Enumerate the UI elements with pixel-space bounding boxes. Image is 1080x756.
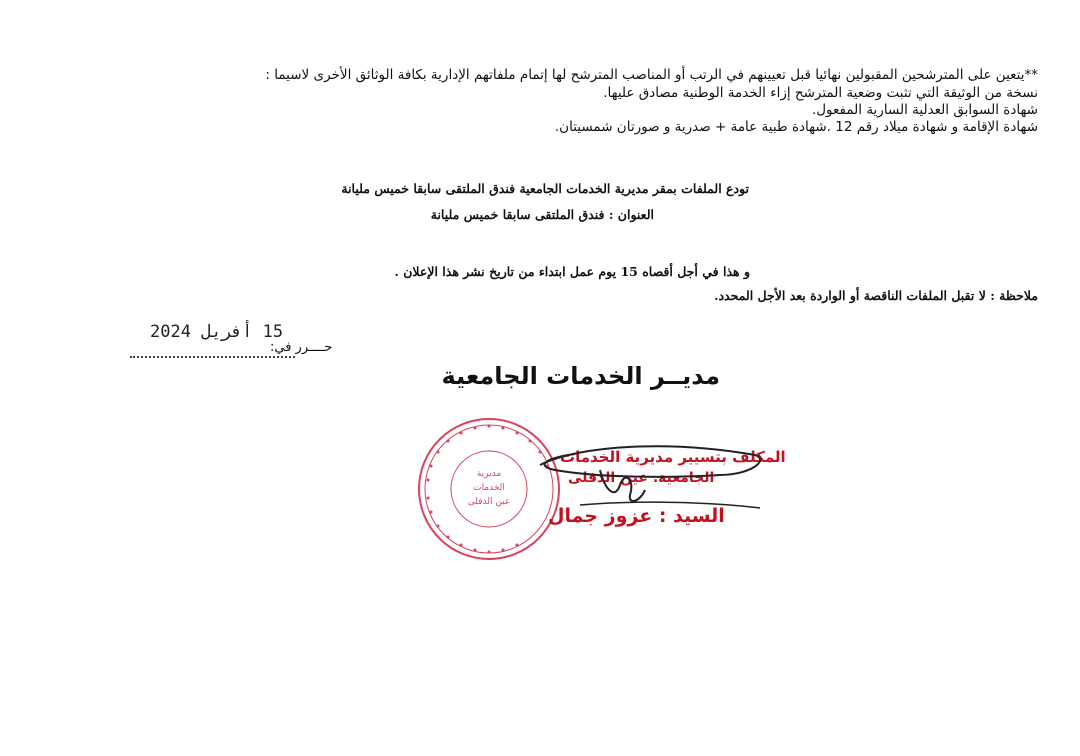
note-text: ملاحظة : لا تقبل الملفات الناقصة أو الواردة بعد الأجل المحدد. — [714, 288, 1038, 303]
deadline-text: و هذا في أجل أقصاه 15 يوم عمل ابتداء من تاريخ نشر هذا الإعلان . — [394, 264, 750, 279]
svg-text:عين الدفلى: عين الدفلى — [467, 497, 511, 507]
handwritten-signature-icon — [520, 430, 770, 540]
signature-title-line2: الجامعية. عين الدفلى — [568, 470, 715, 486]
requirement-item: شهادة الإقامة و شهادة ميلاد رقم 12 .شهادة طبية عامة + صدرية و صورتان شمسيتان. — [554, 119, 1038, 135]
director-title: مديــر الخدمات الجامعية — [441, 362, 720, 390]
handwritten-date: 15 أفريل 2024 — [150, 322, 284, 342]
deposit-location: تودع الملفات بمقر مديرية الخدمات الجامعية فندق الملتقى سابقا خميس مليانة — [341, 181, 749, 196]
signatory-name: السيد : عزوز جمال — [548, 505, 725, 527]
requirement-item: شهادة السوابق العدلية السارية المفعول. — [811, 102, 1038, 118]
written-at-label: حــــرر في: — [270, 340, 333, 355]
dotted-line — [130, 356, 295, 358]
signature-title-line1: المكلف بتسيير مديرية الخدمات — [560, 448, 786, 466]
requirement-item: نسخة من الوثيقة التي تثبت وضعية المترشح إزاء الخدمة الوطنية مصادق عليها. — [603, 85, 1038, 101]
deposit-address: العنوان : فندق الملتقى سابقا خميس مليانة — [430, 207, 654, 222]
requirements-intro: **يتعين على المترشحين المقبولين نهائيا قبل تعيينهم في الرتب أو المناصب المترشح لها إتمام ملفاتهم الإدارية بكافة الوثائق الأخرى لاسيما : — [265, 67, 1038, 83]
svg-text:الخدمات: الخدمات — [473, 483, 505, 493]
svg-text:مديرية: مديرية — [476, 469, 502, 479]
